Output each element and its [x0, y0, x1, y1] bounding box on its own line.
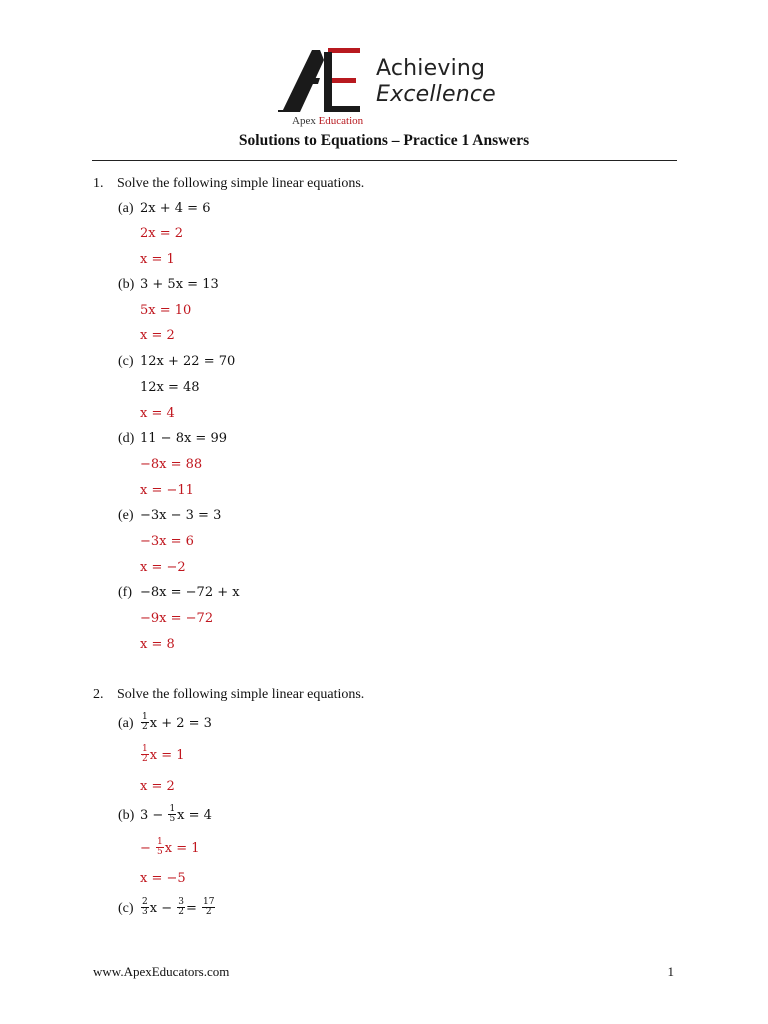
- q2-part-c: (c) $\frac{2}{3}$ x − $\frac{3}{2}$ = $\frac{17}{2}$: [118, 897, 215, 917]
- footer-website: www.ApexEducators.com: [93, 964, 230, 979]
- q1-c-solution: x = 4: [140, 406, 175, 421]
- ae-logo-mark: [278, 48, 370, 114]
- q1-e-step1: −3x = 6: [140, 534, 194, 549]
- q1-e-solution: x = −2: [140, 560, 186, 575]
- q1-b-step1: 5x = 10: [140, 303, 192, 318]
- q1-a-step1: 2x = 2: [140, 226, 184, 241]
- q1-part-e: (e) −3x − 3 = 3: [118, 508, 222, 523]
- logo-title: Achieving Excellence: [376, 56, 496, 107]
- q1-f-solution: x = 8: [140, 637, 175, 652]
- q1-c-step1: 12x = 48: [140, 380, 200, 395]
- page-number: 1: [667, 964, 674, 979]
- q1-part-c: (c) 12x + 22 = 70: [118, 354, 236, 369]
- question-1: 1. Solve the following simple linear equations.: [93, 176, 365, 191]
- logo-subtitle: Apex Education: [292, 115, 364, 127]
- q2-a-step1: $\frac{1}{2}$ x = 1: [142, 744, 185, 764]
- q2-part-b: (b) 3 − $\frac{1}{5}$ x = 4: [118, 804, 212, 824]
- q1-part-f: (f) −8x = −72 + x: [118, 585, 240, 600]
- q1-d-solution: x = −11: [140, 483, 194, 498]
- question-2: 2. Solve the following simple linear equations.: [93, 687, 365, 702]
- document-title: Solutions to Equations – Practice 1 Answers: [238, 132, 530, 149]
- q1-f-step1: −9x = −72: [140, 611, 214, 626]
- apex-education-logo: [278, 48, 508, 130]
- q1-part-b: (b) 3 + 5x = 13: [118, 277, 219, 292]
- q2-a-solution: x = 2: [140, 779, 175, 794]
- q1-a-solution: x = 1: [140, 252, 175, 267]
- q1-d-step1: −8x = 88: [140, 457, 203, 472]
- q2-b-solution: x = −5: [140, 871, 186, 886]
- q2-b-step1: − $\frac{1}{5}$ x = 1: [140, 837, 200, 857]
- q1-b-solution: x = 2: [140, 328, 175, 343]
- q1-part-a: (a) 2x + 4 = 6: [118, 201, 211, 216]
- q2-part-a: (a) $\frac{1}{2}$ x + 2 = 3: [118, 712, 212, 732]
- q1-part-d: (d) 11 − 8x = 99: [118, 431, 228, 446]
- title-divider: [92, 160, 677, 161]
